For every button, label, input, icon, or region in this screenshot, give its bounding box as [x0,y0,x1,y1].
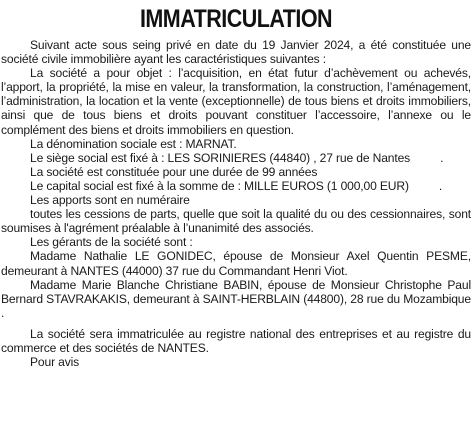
notice-body [1,38,471,369]
legal-notice [1,4,471,369]
paragraph-capital [1,179,471,193]
paragraph-name: La dénomination sociale est : MARNAT. [30,136,237,151]
paragraph-deed: Suivant acte sous seing privé en date du 19 Janvier 2024, a été constituée une société civile immobilière ayant les caractéristiques suivantes : [1,38,471,67]
paragraph-manager-1: Madame Nathalie LE GONIDEC, épouse de Monsieur Axel Quentin PESME, demeurant à NANTES (44000) 37 rue du Commandant Henri Viot. [1,249,471,278]
paragraph-managers-heading: Les gérants de la société sont : [30,235,193,250]
paragraph-signoff: Pour avis [30,355,80,370]
head-office-text: Le siège social est fixé à : LES SORINIERES (44840) , 27 rue de Nantes [30,150,411,165]
capital-period: . [438,178,443,193]
paragraph-stray-period: . [1,305,5,320]
paragraph-duration: La société est constituée pour une durée de 99 années [30,164,318,179]
paragraph-registration: La société sera immatriculée au registre national des entreprises et au registre du commerce et des sociétés de NANTES. [1,326,471,355]
head-office-period: . [440,150,444,165]
paragraph-spacer [1,320,471,327]
capital-text: Le capital social est fixé à la somme de : MILLE EUROS (1 000,00 EUR) [30,178,409,193]
paragraph-manager-2: Madame Marie Blanche Christiane BABIN, épouse de Monsieur Christophe Paul Bernard STAVRAKAKIS, demeurant à SAINT-HERBLAIN (44800), 28 rue du Mozambique [1,277,471,306]
paragraph-head-office [1,151,471,165]
paragraph-transfers: toutes les cessions de parts, quelle que soit la qualité du ou des cessionnaires, sont soumises à l'agrément préalable à l’unanimité des associés. [1,207,471,236]
paragraph-purpose: La société a pour objet : l’acquisition, en état futur d’achèvement ou achevés, l’apport, la propriété, la mise en valeur, la transformation, la construction, l’aménagement, l’administration, la location et la vente (exceptionnelle) de tous biens et droits immobiliers, ainsi que de tous biens et droits pouvant constituer l’accessoire, l’annexe ou le complément des biens et droits immobiliers en question. [1,66,471,137]
notice-title: IMMATRICULATION [139,5,333,33]
paragraph-contributions: Les apports sont en numéraire [30,193,190,208]
